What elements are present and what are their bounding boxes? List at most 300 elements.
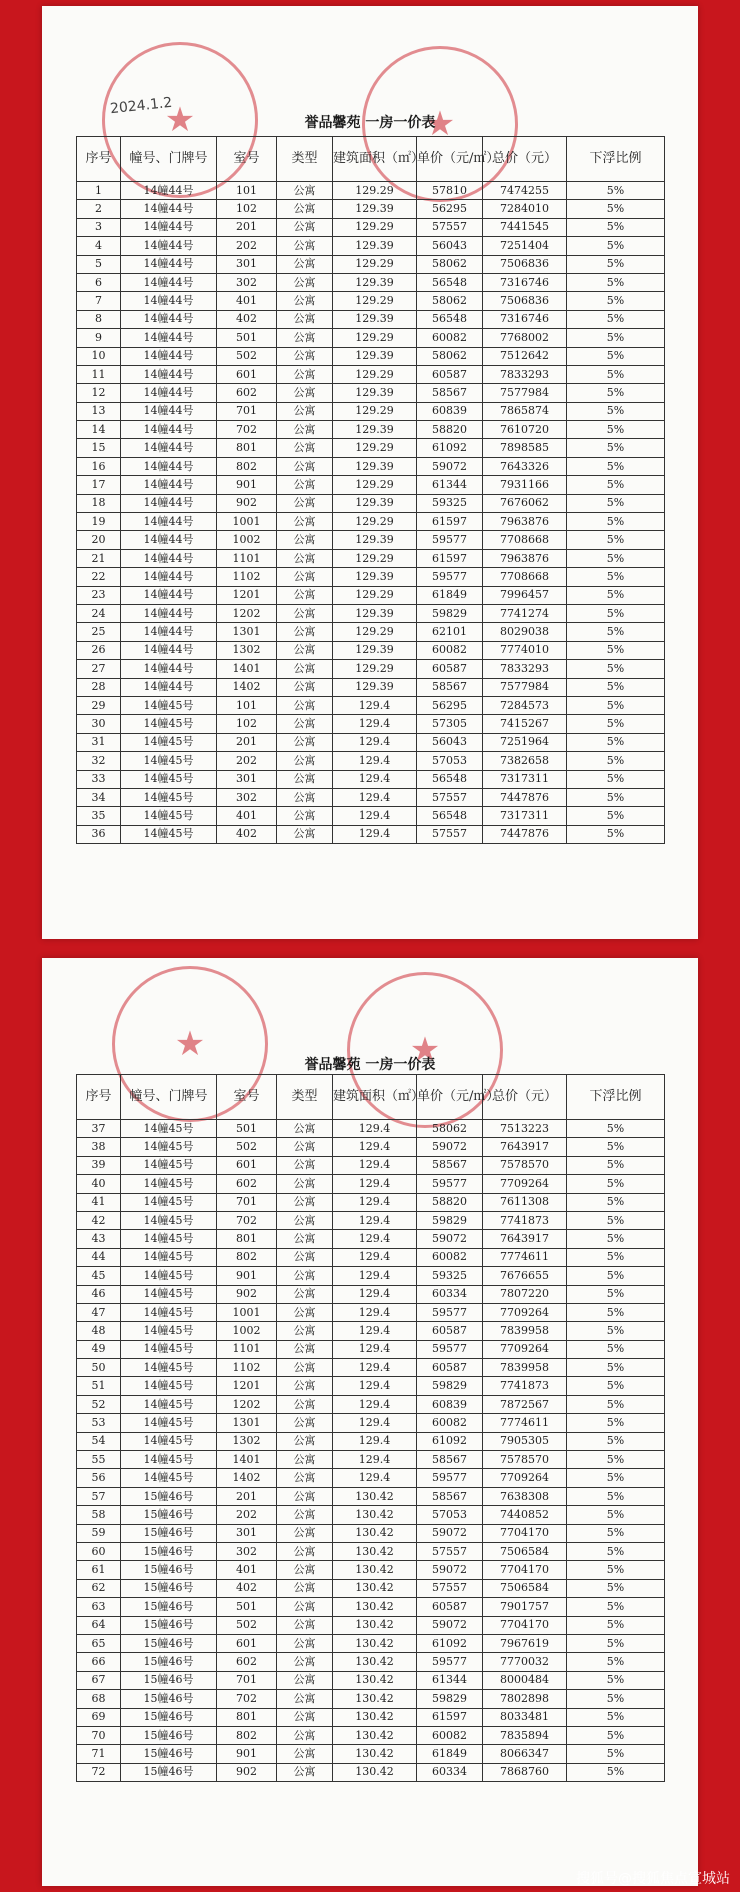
- table-cell: 701: [217, 1193, 277, 1211]
- table-row: [77, 1763, 665, 1781]
- table-cell: 62101: [417, 623, 483, 641]
- table-cell: 5%: [567, 1690, 665, 1708]
- table-cell: 公寓: [277, 715, 333, 733]
- table-row: [77, 1267, 665, 1285]
- table-cell: 102: [217, 200, 277, 218]
- table-cell: 130.42: [333, 1745, 417, 1763]
- table-cell: 公寓: [277, 586, 333, 604]
- table-cell: 46: [77, 1285, 121, 1303]
- table-cell: 7741873: [483, 1377, 567, 1395]
- table-cell: 61849: [417, 586, 483, 604]
- table-cell: 58062: [417, 255, 483, 273]
- table-cell: 129.4: [333, 788, 417, 806]
- table-row: [77, 1414, 665, 1432]
- table-cell: 902: [217, 494, 277, 512]
- stamp-right: ★: [362, 46, 518, 202]
- table-cell: 14幢44号: [121, 310, 217, 328]
- table-cell: 公寓: [277, 770, 333, 788]
- table-cell: 702: [217, 1690, 277, 1708]
- table-cell: 14幢45号: [121, 1469, 217, 1487]
- table-cell: 7317311: [483, 770, 567, 788]
- table-header: [77, 137, 665, 182]
- table-cell: 61597: [417, 513, 483, 531]
- table-cell: 10: [77, 347, 121, 365]
- table-cell: 59577: [417, 1175, 483, 1193]
- table-cell: 58567: [417, 1451, 483, 1469]
- table-cell: 5%: [567, 1193, 665, 1211]
- table-cell: 5%: [567, 1322, 665, 1340]
- table-cell: 公寓: [277, 1708, 333, 1726]
- table-cell: 61597: [417, 549, 483, 567]
- table-cell: 5%: [567, 1230, 665, 1248]
- table-cell: 7708668: [483, 531, 567, 549]
- table-cell: 公寓: [277, 1671, 333, 1689]
- table-cell: 8029038: [483, 623, 567, 641]
- table-row: [77, 531, 665, 549]
- table-cell: 公寓: [277, 1285, 333, 1303]
- table-cell: 701: [217, 402, 277, 420]
- table-cell: 61092: [417, 1634, 483, 1652]
- table-cell: 公寓: [277, 1303, 333, 1321]
- table-cell: 7382658: [483, 752, 567, 770]
- table-cell: 8066347: [483, 1745, 567, 1763]
- table-cell: 49: [77, 1340, 121, 1358]
- table-cell: 130.42: [333, 1690, 417, 1708]
- table-cell: 15幢46号: [121, 1708, 217, 1726]
- table-cell: 公寓: [277, 1138, 333, 1156]
- table-cell: 5%: [567, 476, 665, 494]
- table-cell: 1302: [217, 1432, 277, 1450]
- table-row: [77, 476, 665, 494]
- table-cell: 14幢44号: [121, 678, 217, 696]
- table-cell: 14幢45号: [121, 1285, 217, 1303]
- table-cell: 5%: [567, 1175, 665, 1193]
- column-header: 幢号、门牌号: [121, 137, 217, 182]
- table-cell: 5%: [567, 715, 665, 733]
- table-cell: 129.39: [333, 310, 417, 328]
- table-cell: 129.29: [333, 255, 417, 273]
- table-cell: 14幢45号: [121, 807, 217, 825]
- stamp-left: ★: [102, 42, 258, 198]
- table-cell: 14幢45号: [121, 1432, 217, 1450]
- table-cell: 37: [77, 1120, 121, 1138]
- table-cell: 56548: [417, 807, 483, 825]
- table-row: [77, 1156, 665, 1174]
- table-cell: 43: [77, 1230, 121, 1248]
- table-row: [77, 439, 665, 457]
- table-cell: 15幢46号: [121, 1763, 217, 1781]
- table-cell: 8033481: [483, 1708, 567, 1726]
- table-row: [77, 1432, 665, 1450]
- table-cell: 7833293: [483, 365, 567, 383]
- table-cell: 302: [217, 1542, 277, 1560]
- table-cell: 公寓: [277, 1230, 333, 1248]
- table-row: [77, 310, 665, 328]
- table-cell: 7905305: [483, 1432, 567, 1450]
- table-cell: 129.4: [333, 1138, 417, 1156]
- price-table: [76, 1074, 665, 1782]
- table-cell: 1002: [217, 1322, 277, 1340]
- table-cell: 公寓: [277, 1653, 333, 1671]
- table-cell: 60334: [417, 1285, 483, 1303]
- table-cell: 15幢46号: [121, 1487, 217, 1505]
- table-cell: 14幢45号: [121, 1395, 217, 1413]
- table-cell: 21: [77, 549, 121, 567]
- table-cell: 69: [77, 1708, 121, 1726]
- table-cell: 14幢45号: [121, 1340, 217, 1358]
- table-row: [77, 586, 665, 604]
- table-cell: 59577: [417, 531, 483, 549]
- table-cell: 11: [77, 365, 121, 383]
- table-cell: 14幢44号: [121, 347, 217, 365]
- table-cell: 5%: [567, 347, 665, 365]
- table-cell: 7839958: [483, 1322, 567, 1340]
- table-cell: 7802898: [483, 1690, 567, 1708]
- table-cell: 129.4: [333, 1193, 417, 1211]
- table-row: [77, 218, 665, 236]
- table-cell: 5%: [567, 1359, 665, 1377]
- table-cell: 14幢44号: [121, 365, 217, 383]
- table-cell: 129.29: [333, 439, 417, 457]
- table-cell: 602: [217, 1653, 277, 1671]
- table-cell: 701: [217, 1671, 277, 1689]
- table-cell: 7251964: [483, 733, 567, 751]
- table-cell: 7447876: [483, 788, 567, 806]
- table-cell: 公寓: [277, 292, 333, 310]
- table-cell: 公寓: [277, 807, 333, 825]
- table-cell: 7676655: [483, 1267, 567, 1285]
- table-cell: 5%: [567, 752, 665, 770]
- table-cell: 14幢45号: [121, 1120, 217, 1138]
- table-cell: 56043: [417, 733, 483, 751]
- table-cell: 57557: [417, 1542, 483, 1560]
- table-row: [77, 347, 665, 365]
- handwritten-date: 2024.1.2: [109, 94, 174, 118]
- table-cell: 公寓: [277, 733, 333, 751]
- table-cell: 57557: [417, 825, 483, 843]
- table-cell: 58: [77, 1506, 121, 1524]
- table-cell: 公寓: [277, 1469, 333, 1487]
- table-cell: 公寓: [277, 255, 333, 273]
- column-header: 总价（元）: [483, 1075, 567, 1120]
- table-cell: 29: [77, 696, 121, 714]
- table-cell: 401: [217, 1561, 277, 1579]
- table-row: [77, 421, 665, 439]
- table-row: [77, 1303, 665, 1321]
- table-cell: 15幢46号: [121, 1671, 217, 1689]
- table-cell: 7316746: [483, 273, 567, 291]
- table-cell: 61849: [417, 1745, 483, 1763]
- table-cell: 61092: [417, 1432, 483, 1450]
- table-cell: 公寓: [277, 457, 333, 475]
- table-row: [77, 1193, 665, 1211]
- price-sheet-2: [42, 958, 698, 1886]
- table-cell: 7415267: [483, 715, 567, 733]
- table-cell: 129.4: [333, 1377, 417, 1395]
- table-cell: 14幢44号: [121, 292, 217, 310]
- table-cell: 129.29: [333, 182, 417, 200]
- table-cell: 5%: [567, 1267, 665, 1285]
- table-cell: 公寓: [277, 1451, 333, 1469]
- table-cell: 14幢45号: [121, 1156, 217, 1174]
- table-cell: 129.4: [333, 1267, 417, 1285]
- table-cell: 56: [77, 1469, 121, 1487]
- table-cell: 14幢44号: [121, 218, 217, 236]
- table-cell: 14幢45号: [121, 733, 217, 751]
- table-row: [77, 1524, 665, 1542]
- table-cell: 129.4: [333, 770, 417, 788]
- table-cell: 5%: [567, 1211, 665, 1229]
- table-cell: 59577: [417, 1469, 483, 1487]
- table-cell: 7865874: [483, 402, 567, 420]
- table-cell: 202: [217, 752, 277, 770]
- table-cell: 58567: [417, 678, 483, 696]
- table-cell: 5%: [567, 1156, 665, 1174]
- table-cell: 129.29: [333, 365, 417, 383]
- table-cell: 42: [77, 1211, 121, 1229]
- table-cell: 1002: [217, 531, 277, 549]
- table-cell: 56295: [417, 200, 483, 218]
- table-cell: 27: [77, 660, 121, 678]
- table-cell: 301: [217, 770, 277, 788]
- table-cell: 129.39: [333, 494, 417, 512]
- table-cell: 公寓: [277, 1524, 333, 1542]
- table-cell: 58062: [417, 1120, 483, 1138]
- table-row: [77, 1138, 665, 1156]
- table-cell: 5%: [567, 1653, 665, 1671]
- table-cell: 14幢45号: [121, 696, 217, 714]
- table-cell: 56548: [417, 273, 483, 291]
- table-cell: 公寓: [277, 1634, 333, 1652]
- table-cell: 129.39: [333, 237, 417, 255]
- table-cell: 702: [217, 421, 277, 439]
- table-cell: 129.4: [333, 752, 417, 770]
- table-cell: 57053: [417, 1506, 483, 1524]
- table-cell: 5%: [567, 182, 665, 200]
- table-cell: 59072: [417, 1561, 483, 1579]
- table-cell: 14幢44号: [121, 384, 217, 402]
- table-row: [77, 623, 665, 641]
- table-row: [77, 182, 665, 200]
- table-cell: 24: [77, 604, 121, 622]
- table-cell: 5%: [567, 384, 665, 402]
- table-row: [77, 1469, 665, 1487]
- table-cell: 5%: [567, 329, 665, 347]
- table-cell: 130.42: [333, 1579, 417, 1597]
- table-cell: 129.29: [333, 513, 417, 531]
- table-cell: 901: [217, 1745, 277, 1763]
- table-cell: 7931166: [483, 476, 567, 494]
- table-cell: 1101: [217, 1340, 277, 1358]
- table-cell: 15幢46号: [121, 1506, 217, 1524]
- table-cell: 19: [77, 513, 121, 531]
- table-cell: 901: [217, 1267, 277, 1285]
- table-cell: 129.29: [333, 402, 417, 420]
- table-cell: 40: [77, 1175, 121, 1193]
- table-cell: 5%: [567, 788, 665, 806]
- table-cell: 129.29: [333, 476, 417, 494]
- table-cell: 公寓: [277, 1120, 333, 1138]
- table-cell: 59072: [417, 1616, 483, 1634]
- table-cell: 58820: [417, 421, 483, 439]
- table-cell: 129.4: [333, 1230, 417, 1248]
- table-cell: 130.42: [333, 1506, 417, 1524]
- table-cell: 14幢44号: [121, 457, 217, 475]
- table-cell: 8: [77, 310, 121, 328]
- table-cell: 公寓: [277, 384, 333, 402]
- column-header: 序号: [77, 1075, 121, 1120]
- column-header: 类型: [277, 137, 333, 182]
- table-cell: 15幢46号: [121, 1726, 217, 1744]
- table-cell: 60587: [417, 365, 483, 383]
- table-cell: 801: [217, 1708, 277, 1726]
- table-cell: 公寓: [277, 1322, 333, 1340]
- table-row: [77, 402, 665, 420]
- table-cell: 15幢46号: [121, 1634, 217, 1652]
- table-cell: 129.29: [333, 292, 417, 310]
- table-cell: 7872567: [483, 1395, 567, 1413]
- table-cell: 7643917: [483, 1230, 567, 1248]
- column-header: 室号: [217, 137, 277, 182]
- table-cell: 5%: [567, 1726, 665, 1744]
- table-cell: 59577: [417, 1303, 483, 1321]
- table-cell: 57305: [417, 715, 483, 733]
- table-cell: 公寓: [277, 1395, 333, 1413]
- table-cell: 14幢44号: [121, 494, 217, 512]
- table-cell: 59072: [417, 1524, 483, 1542]
- table-cell: 公寓: [277, 1414, 333, 1432]
- table-cell: 7474255: [483, 182, 567, 200]
- table-cell: 59325: [417, 1267, 483, 1285]
- table-cell: 14幢44号: [121, 549, 217, 567]
- table-cell: 公寓: [277, 1377, 333, 1395]
- table-cell: 14幢45号: [121, 1303, 217, 1321]
- table-cell: 公寓: [277, 696, 333, 714]
- table-row: [77, 1120, 665, 1138]
- table-cell: 59829: [417, 604, 483, 622]
- table-cell: 5%: [567, 457, 665, 475]
- table-cell: 601: [217, 1634, 277, 1652]
- table-cell: 31: [77, 733, 121, 751]
- table-cell: 公寓: [277, 200, 333, 218]
- table-cell: 129.29: [333, 218, 417, 236]
- table-cell: 15幢46号: [121, 1598, 217, 1616]
- table-cell: 15: [77, 439, 121, 457]
- table-cell: 公寓: [277, 531, 333, 549]
- table-cell: 41: [77, 1193, 121, 1211]
- table-cell: 130.42: [333, 1616, 417, 1634]
- table-cell: 60334: [417, 1763, 483, 1781]
- table-row: [77, 494, 665, 512]
- table-cell: 公寓: [277, 1248, 333, 1266]
- table-cell: 7774010: [483, 641, 567, 659]
- table-cell: 129.4: [333, 1340, 417, 1358]
- table-cell: 129.4: [333, 807, 417, 825]
- table-cell: 公寓: [277, 660, 333, 678]
- table-cell: 58567: [417, 384, 483, 402]
- table-row: [77, 1726, 665, 1744]
- table-cell: 5%: [567, 365, 665, 383]
- table-cell: 5%: [567, 237, 665, 255]
- table-cell: 129.4: [333, 1322, 417, 1340]
- table-cell: 14幢44号: [121, 641, 217, 659]
- table-cell: 56043: [417, 237, 483, 255]
- table-cell: 5%: [567, 439, 665, 457]
- table-cell: 5%: [567, 1395, 665, 1413]
- price-table: [76, 136, 665, 844]
- table-cell: 5%: [567, 604, 665, 622]
- table-cell: 72: [77, 1763, 121, 1781]
- table-cell: 5%: [567, 1432, 665, 1450]
- table-cell: 7506584: [483, 1579, 567, 1597]
- table-cell: 5%: [567, 1542, 665, 1560]
- table-cell: 67: [77, 1671, 121, 1689]
- table-cell: 57557: [417, 218, 483, 236]
- table-cell: 公寓: [277, 402, 333, 420]
- table-cell: 15幢46号: [121, 1616, 217, 1634]
- table-row: [77, 1542, 665, 1560]
- sheet-title: 誉品馨苑 一房一价表: [304, 1057, 436, 1073]
- table-cell: 129.29: [333, 586, 417, 604]
- table-cell: 7440852: [483, 1506, 567, 1524]
- table-cell: 5%: [567, 1524, 665, 1542]
- table-cell: 59072: [417, 1230, 483, 1248]
- table-cell: 502: [217, 347, 277, 365]
- table-cell: 7704170: [483, 1561, 567, 1579]
- table-cell: 3: [77, 218, 121, 236]
- table-row: [77, 1561, 665, 1579]
- table-row: [77, 660, 665, 678]
- table-cell: 60587: [417, 1359, 483, 1377]
- table-cell: 902: [217, 1285, 277, 1303]
- table-cell: 56548: [417, 310, 483, 328]
- table-row: [77, 292, 665, 310]
- table-cell: 14幢45号: [121, 1175, 217, 1193]
- table-cell: 1202: [217, 1395, 277, 1413]
- table-cell: 5%: [567, 807, 665, 825]
- table-cell: 公寓: [277, 623, 333, 641]
- table-cell: 201: [217, 218, 277, 236]
- table-cell: 14幢44号: [121, 439, 217, 457]
- table-cell: 5%: [567, 1487, 665, 1505]
- table-cell: 1102: [217, 568, 277, 586]
- table-row: [77, 1340, 665, 1358]
- column-header: 总价（元）: [483, 137, 567, 182]
- table-cell: 36: [77, 825, 121, 843]
- table-cell: 1101: [217, 549, 277, 567]
- table-cell: 5%: [567, 1579, 665, 1597]
- table-cell: 5%: [567, 273, 665, 291]
- table-cell: 7839958: [483, 1359, 567, 1377]
- table-cell: 60: [77, 1542, 121, 1560]
- table-cell: 129.4: [333, 733, 417, 751]
- table-row: [77, 604, 665, 622]
- table-cell: 70: [77, 1726, 121, 1744]
- table-cell: 5%: [567, 292, 665, 310]
- table-cell: 14幢44号: [121, 623, 217, 641]
- table-cell: 7741274: [483, 604, 567, 622]
- table-cell: 公寓: [277, 1579, 333, 1597]
- table-cell: 45: [77, 1267, 121, 1285]
- table-cell: 22: [77, 568, 121, 586]
- table-cell: 14幢45号: [121, 788, 217, 806]
- stamp-left: ★: [112, 966, 268, 1122]
- table-row: [77, 1653, 665, 1671]
- table-cell: 5%: [567, 513, 665, 531]
- table-cell: 14: [77, 421, 121, 439]
- table-cell: 5%: [567, 1340, 665, 1358]
- table-cell: 公寓: [277, 1598, 333, 1616]
